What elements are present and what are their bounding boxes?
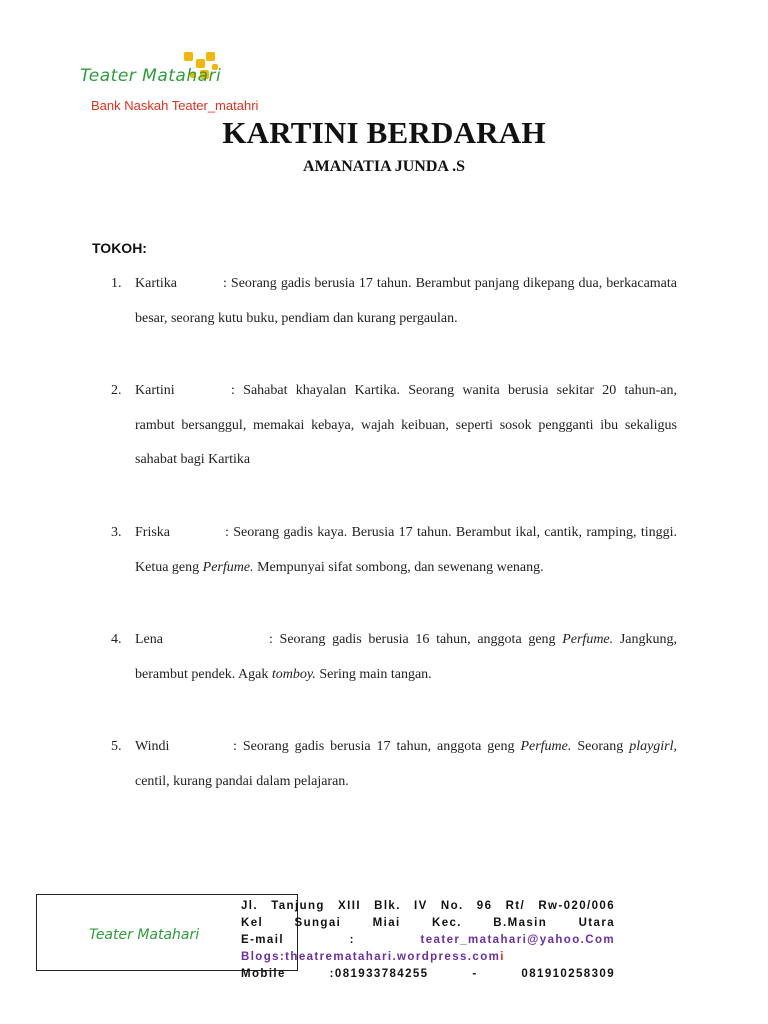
character-item-kartini [111, 374, 677, 478]
email-line [241, 932, 615, 949]
character-description-end: Sering main tangan. [319, 666, 432, 682]
email-link[interactable]: teater_matahari@yahoo.Com [420, 934, 615, 946]
character-description-cont: Mempunyai sifat sombong, dan sewenang wenang. [257, 559, 544, 575]
character-description-end: centil, kurang pandai dalam pelajaran. [135, 773, 349, 789]
character-description-cont: Seorang [577, 739, 624, 754]
footer-address [241, 898, 615, 983]
character-name: Lena [135, 632, 163, 647]
document-title: KARTINI BERDARAH [222, 115, 546, 150]
character-name: Windi [135, 739, 170, 754]
character-name: Kartini [135, 383, 175, 398]
character-name: Friska [135, 525, 170, 540]
character-item-windi [111, 730, 678, 799]
character-description-cont: Jangkung, berambut pendek. Agak [135, 632, 677, 682]
character-item-kartika [111, 267, 677, 336]
gang-name: Perfume. [202, 559, 254, 575]
email-label: E-mail : [241, 934, 355, 946]
list-number: 5. [111, 739, 122, 754]
blogs-line [241, 949, 615, 966]
blogs-suffix: i [500, 951, 505, 963]
character-description: : Seorang gadis kaya. Berusia 17 tahun. Berambut ikal, cantik, ramping, tinggi. Ketua geng [135, 525, 677, 575]
list-number: 4. [111, 632, 122, 647]
trait-term: tomboy. [271, 666, 316, 682]
footer-logo-text: Teater Matahari [89, 927, 200, 943]
gang-name: Perfume. [562, 632, 614, 647]
list-number: 2. [111, 383, 122, 398]
logo-text: Teater Matahari [80, 66, 222, 86]
character-name: Kartika [135, 276, 177, 291]
teater-matahari-logo [80, 52, 230, 92]
sun-block-icon [184, 52, 193, 61]
section-heading: TOKOH: [92, 240, 147, 256]
character-item-lena [111, 623, 677, 692]
blogs-link[interactable]: Blogs:theatrematahari.wordpress.com [241, 951, 501, 963]
list-number: 1. [111, 276, 122, 291]
bank-label: Bank Naskah Teater_matahri [91, 98, 259, 113]
mobile-line: Mobile :081933784255 - 081910258309 [241, 968, 615, 980]
author-name: AMANATIA JUNDA .S [303, 158, 465, 175]
character-description: : Seorang gadis berusia 17 tahun. Berambut panjang dikepang dua, berkacamata besar, seorang kutu buku, pendiam dan kurang pergaulan. [135, 276, 677, 326]
character-description: : Seorang gadis berusia 17 tahun, anggota geng [233, 739, 515, 754]
trait-term: playgirl, [629, 739, 678, 754]
gang-name: Perfume. [520, 739, 572, 754]
list-number: 3. [111, 525, 122, 540]
address-line-1: Jl. Tanjung XIII Blk. IV No. 96 Rt/ Rw-020/006 [241, 900, 615, 912]
character-description: : Sahabat khayalan Kartika. Seorang wanita berusia sekitar 20 tahun-an, rambut bersanggul, memakai kebaya, wajah keibuan, seperti sosok pengganti ibu sekaligus sahabat bagi Kartika [135, 383, 677, 467]
character-item-friska [111, 516, 677, 585]
character-description: : Seorang gadis berusia 16 tahun, anggota geng [269, 632, 556, 647]
sun-block-icon [206, 52, 215, 61]
address-line-2: Kel Sungai Miai Kec. B.Masin Utara [241, 917, 615, 929]
